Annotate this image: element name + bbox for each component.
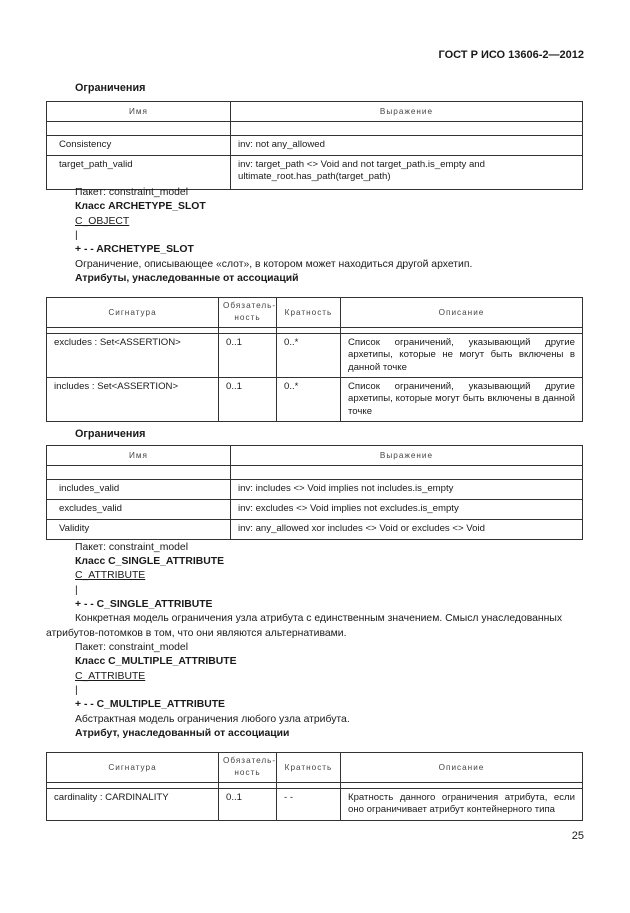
column-header-name: Имя	[47, 102, 231, 122]
column-header-multiplicity: Кратность	[277, 753, 341, 783]
standard-header: ГОСТ Р ИСО 13606-2—2012	[438, 49, 584, 61]
column-header-multiplicity: Кратность	[277, 298, 341, 328]
package-line: Пакет: constraint_model	[75, 187, 189, 198]
constraint-expression: inv: any_allowed xor includes <> Void or excludes <> Void	[231, 520, 583, 540]
attribute-description: Список ограничений, указывающий другие архетипы, которые могут быть включены в данной точке	[341, 378, 583, 422]
constraints-table	[46, 445, 583, 540]
page-number: 25	[571, 830, 584, 842]
parent-class: C_OBJECT	[75, 216, 130, 227]
table-header-row	[47, 753, 583, 783]
inheritance-pipe: |	[75, 230, 78, 241]
table-row	[47, 480, 583, 500]
inheritance-pipe: |	[75, 585, 78, 596]
class-description: Ограничение, описывающее «слот», в котором может находиться другой архетип.	[75, 259, 473, 270]
package-line: Пакет: constraint_model	[75, 542, 189, 553]
class-label: Класс ARCHETYPE_SLOT	[75, 201, 206, 212]
column-header-description: Описание	[341, 753, 583, 783]
constraint-expression: inv: not any_allowed	[231, 136, 583, 156]
constraints-table	[46, 101, 583, 190]
attribute-multiplicity: 0..*	[277, 378, 341, 422]
attribute-signature: cardinality : CARDINALITY	[47, 788, 219, 820]
column-header-required: Обязатель- ность	[219, 298, 277, 328]
attributes-heading: Атрибут, унаследованный от ассоциации	[75, 728, 290, 739]
class-label: Класс C_MULTIPLE_ATTRIBUTE	[75, 656, 237, 667]
constraint-name: Consistency	[47, 136, 231, 156]
table-row	[47, 520, 583, 540]
class-description: Конкретная модель ограничения узла атрибута с единственным значением. Смысл унаследованных атрибутов-потомков в том, что они являются альтернативами.	[46, 613, 563, 639]
attributes-heading: Атрибуты, унаследованные от ассоциаций	[75, 273, 299, 284]
constraint-expression: inv: excludes <> Void implies not excludes.is_empty	[231, 500, 583, 520]
derived-class: + - - C_SINGLE_ATTRIBUTE	[75, 599, 213, 610]
parent-class: C_ATTRIBUTE	[75, 671, 146, 682]
constraint-name: excludes_valid	[47, 500, 231, 520]
attribute-description: Кратность данного ограничения атрибута, если оно ограничивает атрибут контейнерного типа	[341, 788, 583, 820]
table-row	[47, 378, 583, 422]
attribute-signature: includes : Set<ASSERTION>	[47, 378, 219, 422]
table-header-row	[47, 446, 583, 466]
attribute-multiplicity: 0..*	[277, 333, 341, 377]
attributes-table	[46, 752, 583, 821]
table-row	[47, 333, 583, 377]
table-row	[47, 156, 583, 190]
constraints-heading: Ограничения	[75, 428, 146, 440]
constraint-name: Validity	[47, 520, 231, 540]
derived-class: + - - ARCHETYPE_SLOT	[75, 244, 194, 255]
table-row	[47, 136, 583, 156]
package-line: Пакет: constraint_model	[75, 642, 189, 653]
attribute-description: Список ограничений, указывающий другие архетипы, которые не могут быть включены в данной точке	[341, 333, 583, 377]
constraint-expression: inv: includes <> Void implies not includes.is_empty	[231, 480, 583, 500]
attribute-signature: excludes : Set<ASSERTION>	[47, 333, 219, 377]
attribute-required: 0..1	[219, 378, 277, 422]
attribute-multiplicity: - -	[277, 788, 341, 820]
inheritance-pipe: |	[75, 685, 78, 696]
parent-class: C_ATTRIBUTE	[75, 570, 146, 581]
class-label: Класс C_SINGLE_ATTRIBUTE	[75, 556, 225, 567]
column-header-signature: Сигнатура	[47, 298, 219, 328]
column-header-expression: Выражение	[231, 102, 583, 122]
attribute-required: 0..1	[219, 333, 277, 377]
attribute-required: 0..1	[219, 788, 277, 820]
table-header-row	[47, 298, 583, 328]
table-row	[47, 788, 583, 820]
column-header-signature: Сигнатура	[47, 753, 219, 783]
column-header-name: Имя	[47, 446, 231, 466]
constraint-expression: inv: target_path <> Void and not target_path.is_empty and ultimate_root.has_path(target_path)	[231, 156, 583, 190]
column-header-expression: Выражение	[231, 446, 583, 466]
table-row	[47, 500, 583, 520]
constraint-name: target_path_valid	[47, 156, 231, 190]
column-header-description: Описание	[341, 298, 583, 328]
class-description: Абстрактная модель ограничения любого узла атрибута.	[75, 714, 350, 725]
constraint-name: includes_valid	[47, 480, 231, 500]
derived-class: + - - C_MULTIPLE_ATTRIBUTE	[75, 699, 225, 710]
attributes-table	[46, 297, 583, 422]
column-header-required: Обязатель- ность	[219, 753, 277, 783]
constraints-heading: Ограничения	[75, 82, 146, 94]
table-header-row	[47, 102, 583, 122]
